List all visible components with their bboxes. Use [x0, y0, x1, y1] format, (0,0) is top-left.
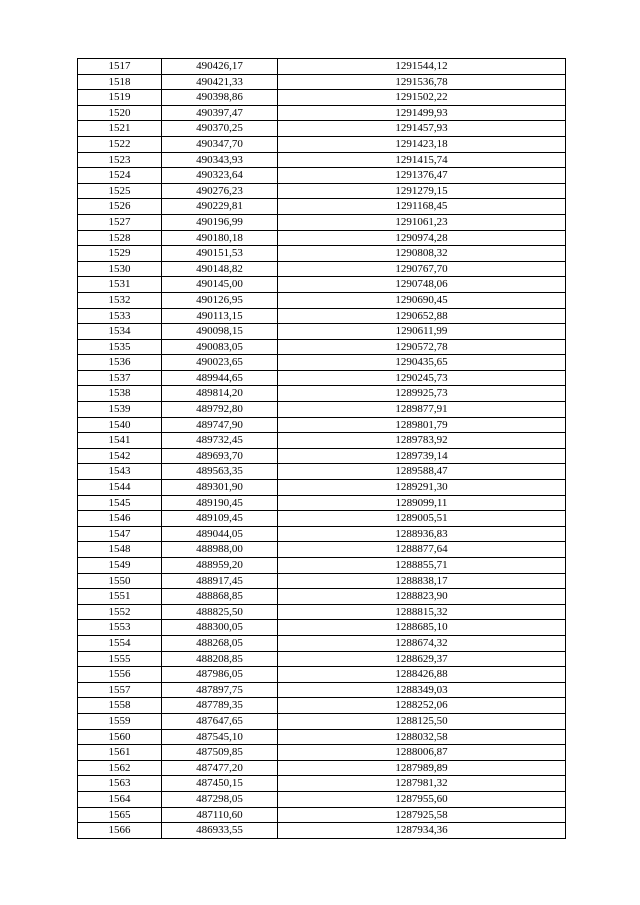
point-number-cell: 1563: [78, 776, 162, 792]
x-coordinate-cell: 490323,64: [162, 168, 278, 184]
x-coordinate-cell: 488208,85: [162, 651, 278, 667]
table-row: [78, 214, 566, 230]
point-number-cell: 1547: [78, 526, 162, 542]
point-number-cell: 1558: [78, 698, 162, 714]
y-coordinate-cell: 1290435,65: [278, 355, 566, 371]
x-coordinate-cell: 487450,15: [162, 776, 278, 792]
table-row: [78, 168, 566, 184]
table-row: [78, 776, 566, 792]
point-number-cell: 1564: [78, 791, 162, 807]
point-number-cell: 1517: [78, 59, 162, 75]
y-coordinate-cell: 1288877,64: [278, 542, 566, 558]
table-row: [78, 682, 566, 698]
y-coordinate-cell: 1289783,92: [278, 433, 566, 449]
y-coordinate-cell: 1291279,15: [278, 183, 566, 199]
point-number-cell: 1565: [78, 807, 162, 823]
point-number-cell: 1527: [78, 214, 162, 230]
point-number-cell: 1518: [78, 74, 162, 90]
x-coordinate-cell: 489944,65: [162, 370, 278, 386]
y-coordinate-cell: 1288032,58: [278, 729, 566, 745]
point-number-cell: 1539: [78, 402, 162, 418]
table-row: [78, 74, 566, 90]
x-coordinate-cell: 488917,45: [162, 573, 278, 589]
table-row: [78, 433, 566, 449]
table-row: [78, 807, 566, 823]
point-number-cell: 1544: [78, 480, 162, 496]
point-number-cell: 1540: [78, 417, 162, 433]
table-row: [78, 558, 566, 574]
x-coordinate-cell: 489732,45: [162, 433, 278, 449]
point-number-cell: 1532: [78, 292, 162, 308]
y-coordinate-cell: 1291499,93: [278, 105, 566, 121]
point-number-cell: 1551: [78, 589, 162, 605]
table-row: [78, 402, 566, 418]
x-coordinate-cell: 488825,50: [162, 604, 278, 620]
point-number-cell: 1521: [78, 121, 162, 137]
x-coordinate-cell: 489190,45: [162, 495, 278, 511]
point-number-cell: 1553: [78, 620, 162, 636]
y-coordinate-cell: 1291415,74: [278, 152, 566, 168]
point-number-cell: 1530: [78, 261, 162, 277]
y-coordinate-cell: 1291502,22: [278, 90, 566, 106]
point-number-cell: 1546: [78, 511, 162, 527]
table-row: [78, 121, 566, 137]
point-number-cell: 1562: [78, 760, 162, 776]
x-coordinate-cell: 487897,75: [162, 682, 278, 698]
table-row: [78, 199, 566, 215]
table-row: [78, 589, 566, 605]
x-coordinate-cell: 490145,00: [162, 277, 278, 293]
table-row: [78, 136, 566, 152]
point-number-cell: 1543: [78, 464, 162, 480]
y-coordinate-cell: 1289099,11: [278, 495, 566, 511]
point-number-cell: 1559: [78, 713, 162, 729]
point-number-cell: 1534: [78, 324, 162, 340]
x-coordinate-cell: 488268,05: [162, 635, 278, 651]
table-row: [78, 480, 566, 496]
y-coordinate-cell: 1289291,30: [278, 480, 566, 496]
x-coordinate-cell: 490398,86: [162, 90, 278, 106]
table-row: [78, 604, 566, 620]
x-coordinate-cell: 488959,20: [162, 558, 278, 574]
coordinates-table-body: [78, 59, 566, 839]
table-row: [78, 355, 566, 371]
point-number-cell: 1550: [78, 573, 162, 589]
x-coordinate-cell: 490113,15: [162, 308, 278, 324]
point-number-cell: 1552: [78, 604, 162, 620]
y-coordinate-cell: 1291376,47: [278, 168, 566, 184]
x-coordinate-cell: 487298,05: [162, 791, 278, 807]
point-number-cell: 1545: [78, 495, 162, 511]
y-coordinate-cell: 1289801,79: [278, 417, 566, 433]
table-row: [78, 183, 566, 199]
x-coordinate-cell: 487789,35: [162, 698, 278, 714]
x-coordinate-cell: 489109,45: [162, 511, 278, 527]
x-coordinate-cell: 489563,35: [162, 464, 278, 480]
point-number-cell: 1533: [78, 308, 162, 324]
y-coordinate-cell: 1288006,87: [278, 745, 566, 761]
point-number-cell: 1538: [78, 386, 162, 402]
table-row: [78, 152, 566, 168]
y-coordinate-cell: 1288855,71: [278, 558, 566, 574]
point-number-cell: 1523: [78, 152, 162, 168]
point-number-cell: 1555: [78, 651, 162, 667]
point-number-cell: 1557: [78, 682, 162, 698]
table-row: [78, 729, 566, 745]
x-coordinate-cell: 487545,10: [162, 729, 278, 745]
table-row: [78, 823, 566, 839]
table-row: [78, 324, 566, 340]
table-row: [78, 105, 566, 121]
table-row: [78, 339, 566, 355]
table-row: [78, 791, 566, 807]
table-row: [78, 667, 566, 683]
y-coordinate-cell: 1290611,99: [278, 324, 566, 340]
x-coordinate-cell: 487110,60: [162, 807, 278, 823]
y-coordinate-cell: 1288685,10: [278, 620, 566, 636]
x-coordinate-cell: 490397,47: [162, 105, 278, 121]
y-coordinate-cell: 1288823,90: [278, 589, 566, 605]
table-row: [78, 713, 566, 729]
y-coordinate-cell: 1289739,14: [278, 448, 566, 464]
point-number-cell: 1522: [78, 136, 162, 152]
table-row: [78, 59, 566, 75]
table-row: [78, 573, 566, 589]
point-number-cell: 1520: [78, 105, 162, 121]
point-number-cell: 1556: [78, 667, 162, 683]
x-coordinate-cell: 487986,05: [162, 667, 278, 683]
x-coordinate-cell: 490180,18: [162, 230, 278, 246]
y-coordinate-cell: 1288349,03: [278, 682, 566, 698]
x-coordinate-cell: 486933,55: [162, 823, 278, 839]
y-coordinate-cell: 1287989,89: [278, 760, 566, 776]
x-coordinate-cell: 490343,93: [162, 152, 278, 168]
y-coordinate-cell: 1291536,78: [278, 74, 566, 90]
x-coordinate-cell: 488988,00: [162, 542, 278, 558]
y-coordinate-cell: 1290767,70: [278, 261, 566, 277]
x-coordinate-cell: 490276,23: [162, 183, 278, 199]
point-number-cell: 1549: [78, 558, 162, 574]
y-coordinate-cell: 1291423,18: [278, 136, 566, 152]
y-coordinate-cell: 1288629,37: [278, 651, 566, 667]
y-coordinate-cell: 1291457,93: [278, 121, 566, 137]
y-coordinate-cell: 1288936,83: [278, 526, 566, 542]
table-row: [78, 417, 566, 433]
y-coordinate-cell: 1290572,78: [278, 339, 566, 355]
table-row: [78, 760, 566, 776]
table-row: [78, 230, 566, 246]
point-number-cell: 1526: [78, 199, 162, 215]
x-coordinate-cell: 490126,95: [162, 292, 278, 308]
point-number-cell: 1528: [78, 230, 162, 246]
y-coordinate-cell: 1290245,73: [278, 370, 566, 386]
x-coordinate-cell: 489814,20: [162, 386, 278, 402]
table-row: [78, 620, 566, 636]
table-row: [78, 495, 566, 511]
y-coordinate-cell: 1290748,06: [278, 277, 566, 293]
x-coordinate-cell: 490421,33: [162, 74, 278, 90]
y-coordinate-cell: 1288838,17: [278, 573, 566, 589]
point-number-cell: 1537: [78, 370, 162, 386]
y-coordinate-cell: 1287981,32: [278, 776, 566, 792]
x-coordinate-cell: 489747,90: [162, 417, 278, 433]
point-number-cell: 1560: [78, 729, 162, 745]
point-number-cell: 1524: [78, 168, 162, 184]
table-row: [78, 635, 566, 651]
y-coordinate-cell: 1290974,28: [278, 230, 566, 246]
point-number-cell: 1529: [78, 246, 162, 262]
table-row: [78, 90, 566, 106]
point-number-cell: 1561: [78, 745, 162, 761]
x-coordinate-cell: 490196,99: [162, 214, 278, 230]
point-number-cell: 1566: [78, 823, 162, 839]
x-coordinate-cell: 490151,53: [162, 246, 278, 262]
y-coordinate-cell: 1288674,32: [278, 635, 566, 651]
point-number-cell: 1535: [78, 339, 162, 355]
x-coordinate-cell: 489792,80: [162, 402, 278, 418]
x-coordinate-cell: 487647,65: [162, 713, 278, 729]
point-number-cell: 1525: [78, 183, 162, 199]
y-coordinate-cell: 1289925,73: [278, 386, 566, 402]
point-number-cell: 1554: [78, 635, 162, 651]
table-row: [78, 542, 566, 558]
y-coordinate-cell: 1290652,88: [278, 308, 566, 324]
x-coordinate-cell: 488300,05: [162, 620, 278, 636]
x-coordinate-cell: 490148,82: [162, 261, 278, 277]
y-coordinate-cell: 1291061,23: [278, 214, 566, 230]
x-coordinate-cell: 490229,81: [162, 199, 278, 215]
table-row: [78, 277, 566, 293]
coordinates-table: [77, 58, 566, 839]
x-coordinate-cell: 490098,15: [162, 324, 278, 340]
x-coordinate-cell: 488868,85: [162, 589, 278, 605]
x-coordinate-cell: 490426,17: [162, 59, 278, 75]
point-number-cell: 1548: [78, 542, 162, 558]
y-coordinate-cell: 1287934,36: [278, 823, 566, 839]
y-coordinate-cell: 1290690,45: [278, 292, 566, 308]
y-coordinate-cell: 1287925,58: [278, 807, 566, 823]
table-row: [78, 464, 566, 480]
y-coordinate-cell: 1289005,51: [278, 511, 566, 527]
y-coordinate-cell: 1289588,47: [278, 464, 566, 480]
y-coordinate-cell: 1288125,50: [278, 713, 566, 729]
y-coordinate-cell: 1291544,12: [278, 59, 566, 75]
y-coordinate-cell: 1287955,60: [278, 791, 566, 807]
table-row: [78, 526, 566, 542]
x-coordinate-cell: 490370,25: [162, 121, 278, 137]
point-number-cell: 1531: [78, 277, 162, 293]
x-coordinate-cell: 490083,05: [162, 339, 278, 355]
table-row: [78, 745, 566, 761]
point-number-cell: 1542: [78, 448, 162, 464]
y-coordinate-cell: 1289877,91: [278, 402, 566, 418]
y-coordinate-cell: 1288252,06: [278, 698, 566, 714]
table-row: [78, 261, 566, 277]
table-row: [78, 292, 566, 308]
x-coordinate-cell: 489693,70: [162, 448, 278, 464]
table-row: [78, 698, 566, 714]
point-number-cell: 1519: [78, 90, 162, 106]
x-coordinate-cell: 487509,85: [162, 745, 278, 761]
y-coordinate-cell: 1291168,45: [278, 199, 566, 215]
y-coordinate-cell: 1288815,32: [278, 604, 566, 620]
x-coordinate-cell: 489301,90: [162, 480, 278, 496]
x-coordinate-cell: 490347,70: [162, 136, 278, 152]
table-row: [78, 448, 566, 464]
table-row: [78, 370, 566, 386]
point-number-cell: 1536: [78, 355, 162, 371]
y-coordinate-cell: 1290808,32: [278, 246, 566, 262]
x-coordinate-cell: 489044,05: [162, 526, 278, 542]
x-coordinate-cell: 490023,65: [162, 355, 278, 371]
point-number-cell: 1541: [78, 433, 162, 449]
table-row: [78, 386, 566, 402]
table-row: [78, 651, 566, 667]
table-row: [78, 246, 566, 262]
x-coordinate-cell: 487477,20: [162, 760, 278, 776]
table-row: [78, 511, 566, 527]
table-row: [78, 308, 566, 324]
y-coordinate-cell: 1288426,88: [278, 667, 566, 683]
